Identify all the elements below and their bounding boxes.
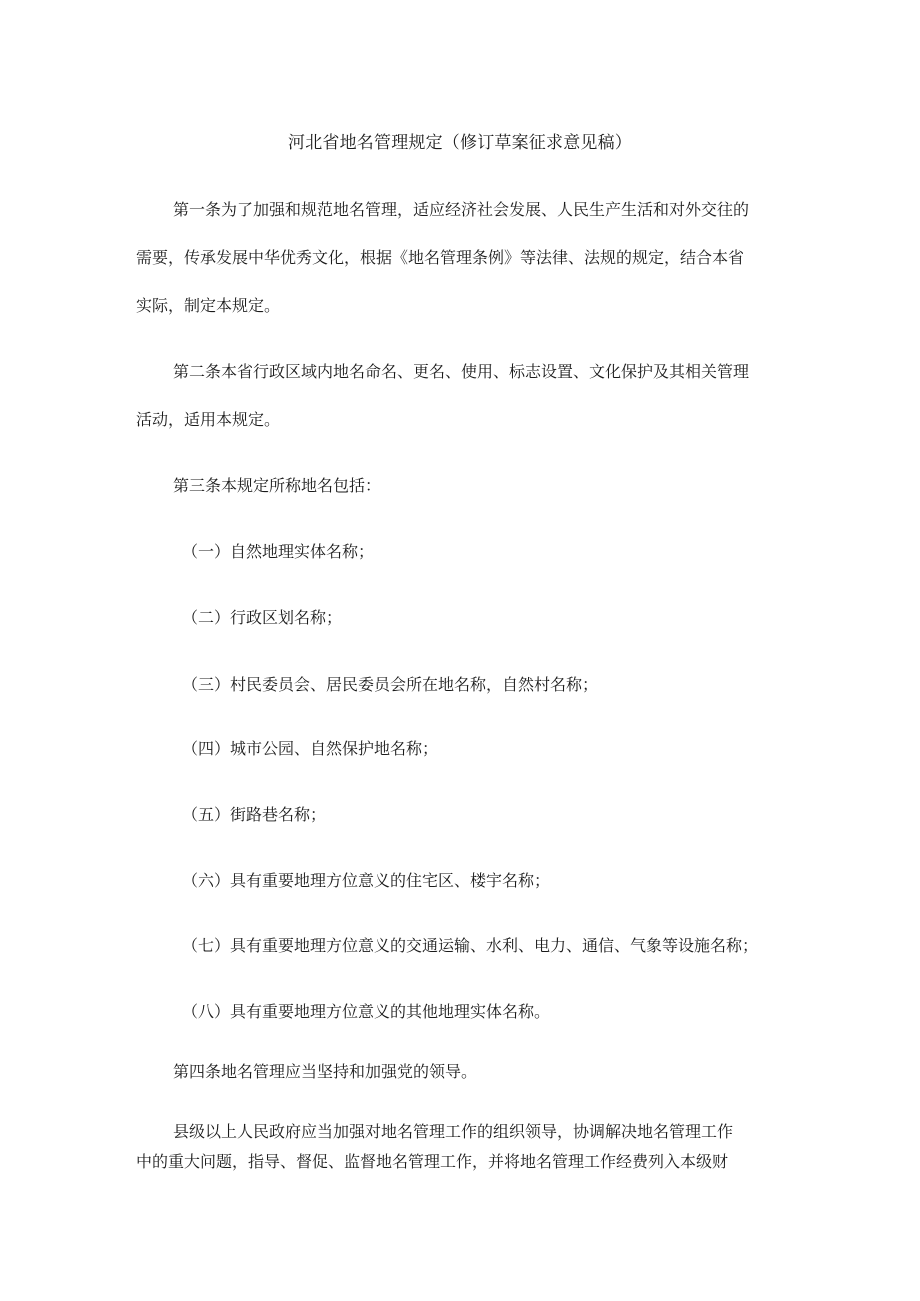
article-1-line-2: 需要，传承发展中华优秀文化，根据《地名管理条例》等法律、法规的规定，结合本省 <box>136 248 745 267</box>
article-3-item-3: （三）村民委员会、居民委员会所在地名称，自然村名称； <box>182 675 599 694</box>
document-title: 河北省地名管理规定（修订草案征求意见稿） <box>288 133 632 153</box>
article-3-item-1: （一）自然地理实体名称； <box>182 542 375 561</box>
article-3-item-2: （二）行政区划名称； <box>182 608 343 627</box>
article-3-item-6: （六）具有重要地理方位意义的住宅区、楼宇名称； <box>182 871 551 890</box>
article-2-line-1: 第二条本省行政区域内地名命名、更名、使用、标志设置、文化保护及其相关管理 <box>173 362 750 381</box>
article-4-intro-text: 第四条地名管理应当坚持和加强党的领导。 <box>173 1062 478 1081</box>
article-3-item-8: （八）具有重要地理方位意义的其他地理实体名称。 <box>182 1002 551 1021</box>
article-4-intro <box>136 1048 796 1096</box>
article-3-intro-text: 第三条本规定所称地名包括： <box>173 476 382 495</box>
article-2 <box>136 348 796 444</box>
article-1-line-3: 实际，制定本规定。 <box>136 296 281 315</box>
article-3-item-7: （七）具有重要地理方位意义的交通运输、水利、电力、通信、气象等设施名称； <box>182 936 759 955</box>
article-1-line-1: 第一条为了加强和规范地名管理，适应经济社会发展、人民生产生活和对外交往的 <box>173 200 750 219</box>
article-4-line-1: 县级以上人民政府应当加强对地名管理工作的组织领导，协调解决地名管理工作 <box>173 1122 734 1141</box>
article-3-intro <box>136 462 796 510</box>
article-4-line-2: 中的重大问题，指导、督促、监督地名管理工作，并将地名管理工作经费列入本级财 <box>136 1152 729 1171</box>
article-4-body <box>136 1117 796 1177</box>
article-2-line-2: 活动，适用本规定。 <box>136 410 281 429</box>
article-3-item-5: （五）街路巷名称； <box>182 805 327 824</box>
article-1 <box>136 186 796 330</box>
article-3-item-4: （四）城市公园、自然保护地名称； <box>182 739 439 758</box>
